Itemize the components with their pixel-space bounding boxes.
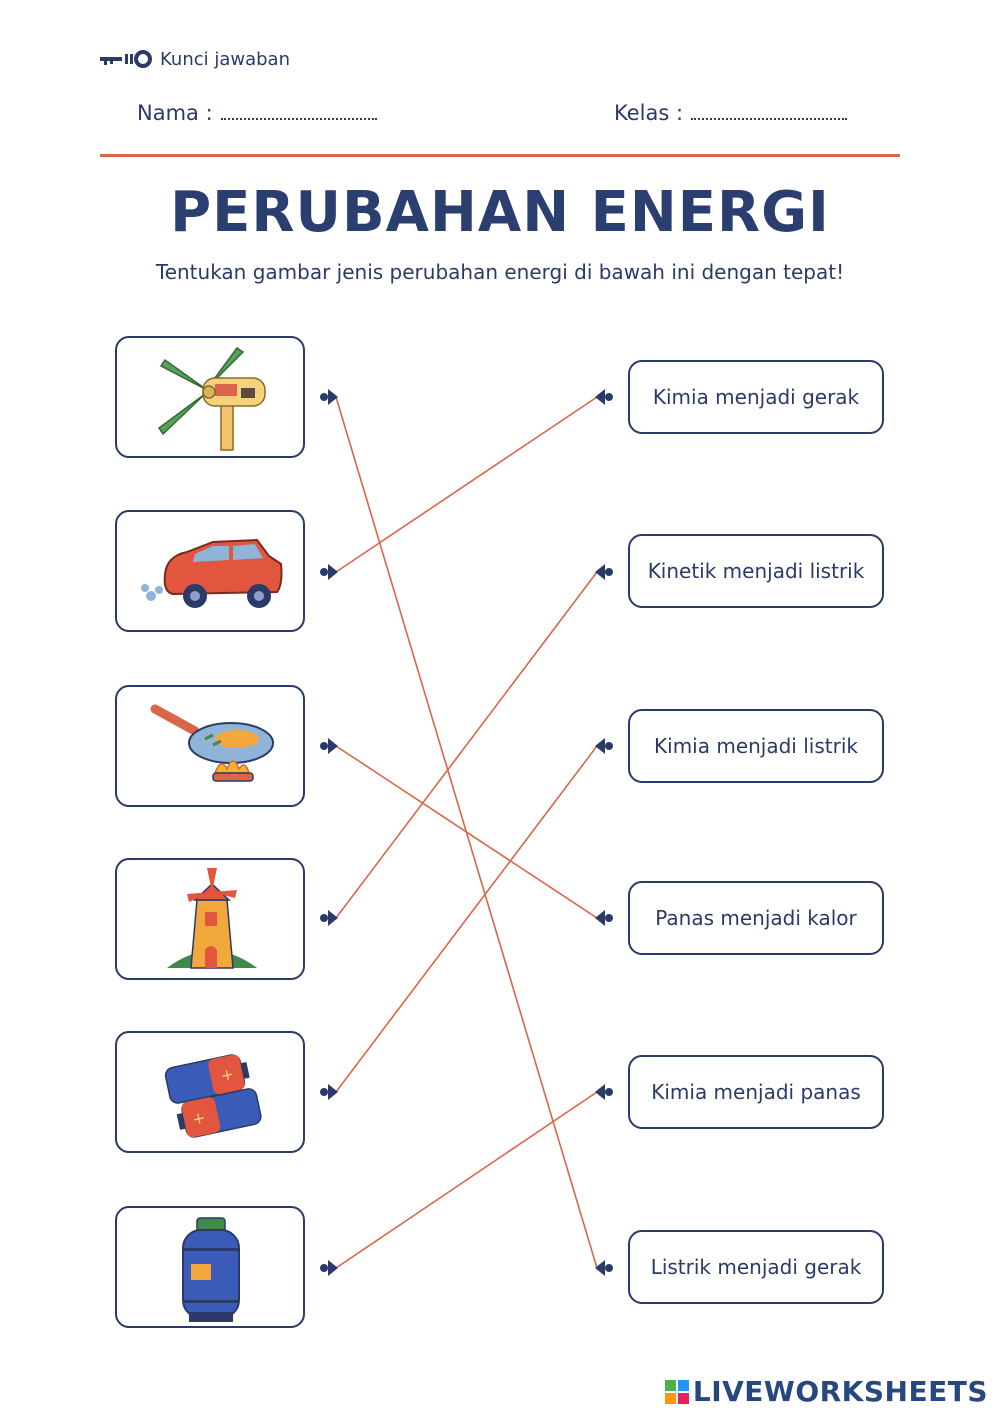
right-connector-4[interactable] [595, 1084, 613, 1100]
left-connector-2[interactable] [320, 738, 338, 754]
left-connector-4[interactable] [320, 1084, 338, 1100]
left-connector-1[interactable] [320, 564, 338, 580]
worksheet-title: PERUBAHAN ENERGI [170, 180, 830, 245]
label-listrik-gerak: Listrik menjadi gerak [628, 1230, 884, 1304]
liveworksheets-brand [665, 1375, 988, 1408]
right-connector-2[interactable] [595, 738, 613, 754]
answer-line-3 [336, 572, 597, 918]
liveworksheets-text: LIVEWORKSHEETS [692, 1375, 988, 1408]
class-label: Kelas : [614, 101, 684, 125]
answer-line-1 [336, 397, 597, 572]
right-connector-5[interactable] [595, 1260, 613, 1276]
left-connector-0[interactable] [320, 389, 338, 405]
label-kinetik-listrik: Kinetik menjadi listrik [628, 534, 884, 608]
liveworksheets-logo-icon [665, 1380, 689, 1404]
answer-line-5 [336, 1092, 597, 1268]
label-kimia-listrik: Kimia menjadi listrik [628, 709, 884, 783]
right-connector-1[interactable] [595, 564, 613, 580]
label-panas-kalor: Panas menjadi kalor [628, 881, 884, 955]
worksheet-instruction: Tentukan gambar jenis perubahan energi di bawah ini dengan tepat! [155, 260, 845, 284]
left-connector-5[interactable] [320, 1260, 338, 1276]
label-kimia-gerak: Kimia menjadi gerak [628, 360, 884, 434]
answer-line-2 [336, 746, 597, 918]
name-label: Nama : [137, 101, 213, 125]
answer-key-label: Kunci jawaban [160, 48, 290, 70]
svg-text:+: + [218, 1064, 236, 1086]
svg-text:+: + [190, 1107, 208, 1129]
right-connector-0[interactable] [595, 389, 613, 405]
answer-line-4 [336, 746, 597, 1092]
left-connector-3[interactable] [320, 910, 338, 926]
right-connector-3[interactable] [595, 910, 613, 926]
label-kimia-panas: Kimia menjadi panas [628, 1055, 884, 1129]
